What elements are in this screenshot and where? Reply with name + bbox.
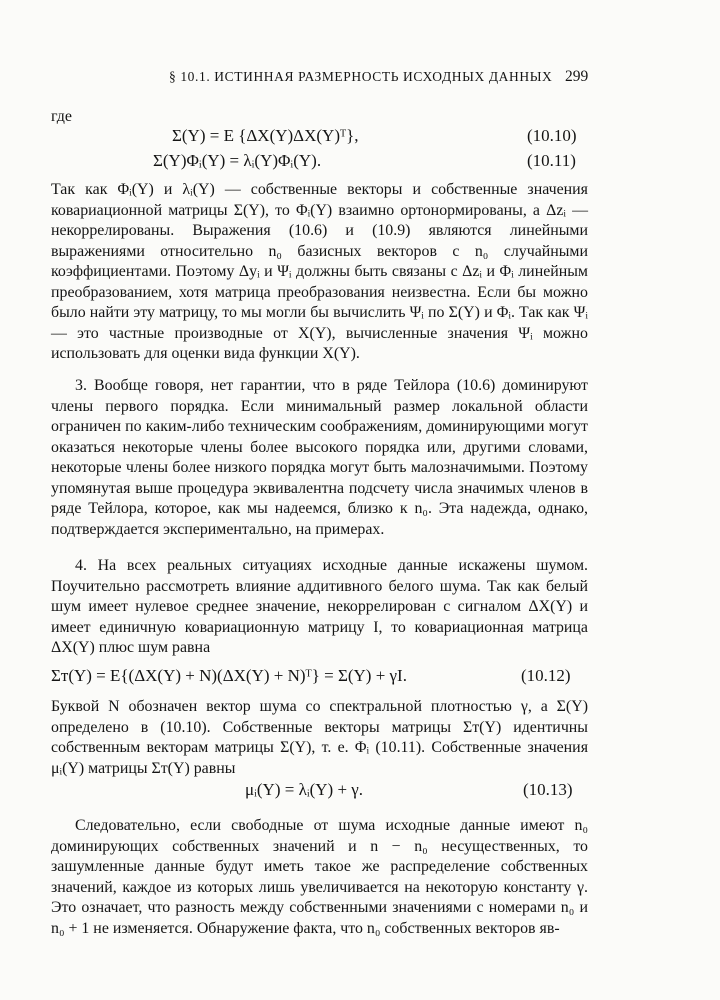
paragraph-text: Так как Φᵢ(Y) и λᵢ(Y) — собственные векторы и собственные значения ковариационной матрицы Σ(Y), то Φᵢ(Y) взаимно ортонормированы, а Δzᵢ — некоррелированы. Выражения (10.6) и (10.9) являются линейными выражениями относительно n₀ базисных векторов с n₀ случайными коэффициентами. Поэтому Δyᵢ и Ψᵢ должны быть связаны с Δzᵢ и Φᵢ линейным преобразованием, хотя матрица преобразования неизвестна. Если бы можно было найти эту матрицу, то мы могли бы вычислить Ψᵢ по Σ(Y) и Φᵢ. Так как Ψᵢ — это частные производные от X(Y), вычисленные значения Ψᵢ можно использовать для оценки вида функции X(Y). bbox=[51, 181, 588, 362]
paragraph-conclusion bbox=[51, 816, 588, 939]
equation-number: (10.12) bbox=[521, 666, 571, 685]
equation-10-10 bbox=[0, 126, 720, 150]
equation-10-11 bbox=[0, 151, 720, 175]
equation-10-12 bbox=[0, 666, 720, 690]
paragraph-taylor bbox=[51, 376, 588, 540]
equation-number: (10.10) bbox=[527, 126, 577, 145]
label-where: где bbox=[51, 108, 73, 125]
page-number: 299 bbox=[565, 68, 589, 85]
equation-formula: Σ(Y)Φᵢ(Y) = λᵢ(Y)Φᵢ(Y). bbox=[153, 151, 322, 170]
paragraph-eigen-vectors bbox=[51, 180, 588, 365]
equation-formula: Σ(Y) = E {ΔX(Y)ΔX(Y)ᵀ}, bbox=[172, 126, 359, 145]
equation-number: (10.13) bbox=[523, 780, 573, 799]
paragraph-noise bbox=[51, 556, 588, 659]
equation-formula: Σᴛ(Y) = E{(ΔX(Y) + N)(ΔX(Y) + N)ᵀ} = Σ(Y) + γI. bbox=[51, 666, 407, 685]
running-head: § 10.1. ИСТИННАЯ РАЗМЕРНОСТЬ ИСХОДНЫХ ДАННЫХ bbox=[169, 69, 553, 84]
equation-number: (10.11) bbox=[527, 151, 576, 170]
paragraph-noise-vector bbox=[51, 697, 588, 779]
paragraph-text: Буквой N обозначен вектор шума со спектральной плотностью γ, а Σ(Y) определено в (10.10). Собственные векторы матрицы Σᴛ(Y) идентичны собственным векторам матрицы Σ(Y), т. е. Φᵢ (10.11). Собственные значения μᵢ(Y) матрицы Σᴛ(Y) равны bbox=[51, 698, 588, 777]
equation-10-13 bbox=[0, 780, 720, 804]
paragraph-text: 3. Вообще говоря, нет гарантии, что в ряде Тейлора (10.6) доминируют члены первого порядка. Если минимальный размер локальной области ограничен по каким-либо техническим соображениям, доминирующими могут оказаться некоторые члены более высокого порядка или, другими словами, некоторые члены более низкого порядка могут быть малозначимыми. Поэтому упомянутая выше процедура эквивалентна подсчету числа значимых членов в ряде Тейлора, которое, как мы надеемся, близко к n₀. Эта надежда, однако, подтверждается экспериментально, на примерах. bbox=[51, 377, 588, 538]
paragraph-text: 4. На всех реальных ситуациях исходные данные искажены шумом. Поучительно рассмотреть влияние аддитивного белого шума. Так как белый шум имеет нулевое среднее значение, некоррелирован с сигналом ΔX(Y) и имеет единичную ковариационную матрицу I, то ковариационная матрица ΔX(Y) плюс шум равна bbox=[51, 557, 588, 656]
page-header bbox=[0, 69, 720, 91]
equation-formula: μᵢ(Y) = λᵢ(Y) + γ. bbox=[245, 780, 364, 799]
paragraph-text: Следовательно, если свободные от шума исходные данные имеют n₀ доминирующих собственных значений и n − n₀ несущественных, то зашумленные данные будут иметь такое же распределение собственных значений, каждое из которых лишь увеличивается на некоторую константу γ. Это означает, что разность между собственными значениями с номерами n₀ и n₀ + 1 не изменяется. Обнаружение факта, что n₀ собственных векторов яв- bbox=[51, 817, 588, 937]
